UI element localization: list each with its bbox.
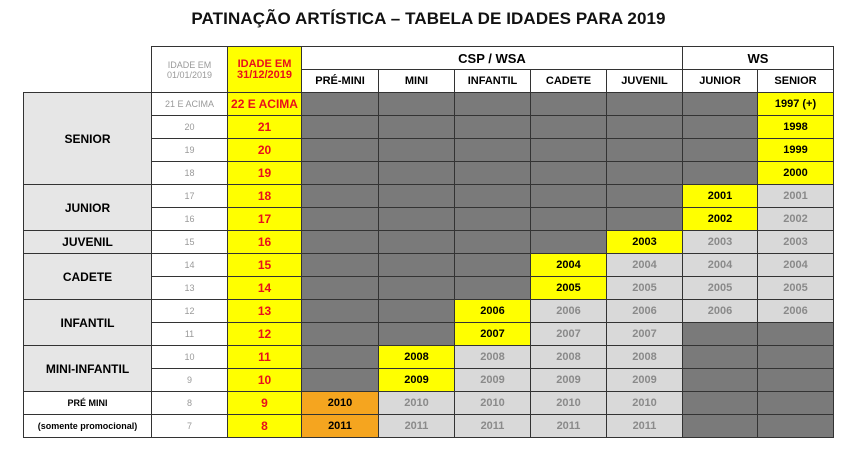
cell-year: 2009 (455, 369, 531, 392)
cell-empty (379, 93, 455, 116)
cell-year: 2007 (455, 323, 531, 346)
cell-empty (455, 139, 531, 162)
cell-empty (379, 162, 455, 185)
age-31-12: 21 (228, 116, 302, 139)
age-31-12: 14 (228, 277, 302, 300)
cell-empty (455, 208, 531, 231)
cell-empty (302, 300, 379, 323)
cell-empty (379, 277, 455, 300)
age-2019: 17 (152, 185, 228, 208)
cell-empty (302, 346, 379, 369)
header-cat-senior: SENIOR (758, 70, 834, 93)
cell-year: 2010 (607, 392, 683, 415)
cell-empty (302, 162, 379, 185)
age-2019: 12 (152, 300, 228, 323)
cell-year: 2002 (758, 208, 834, 231)
cell-empty (379, 231, 455, 254)
age-2019: 9 (152, 369, 228, 392)
cell-empty (758, 346, 834, 369)
category-pre-mini: PRÉ MINI (24, 392, 152, 415)
cell-empty (683, 116, 758, 139)
cell-year: 2008 (607, 346, 683, 369)
header-ws: WS (683, 47, 834, 70)
cell-empty (379, 185, 455, 208)
age-31-12: 8 (228, 415, 302, 438)
cell-empty (758, 369, 834, 392)
header-idade-31-12: IDADE EM 31/12/2019 (228, 47, 302, 93)
cell-empty (302, 231, 379, 254)
age-2019: 15 (152, 231, 228, 254)
page-title: PATINAÇÃO ARTÍSTICA – TABELA DE IDADES PARA 2019 (191, 9, 666, 28)
cell-empty (302, 323, 379, 346)
cell-empty (758, 392, 834, 415)
cell-year: 2005 (683, 277, 758, 300)
cell-year: 2008 (379, 346, 455, 369)
cell-year: 2006 (531, 300, 607, 323)
cell-year: 2009 (379, 369, 455, 392)
blank-corner (24, 47, 152, 93)
cell-year: 2002 (683, 208, 758, 231)
cell-year: 2011 (379, 415, 455, 438)
cell-empty (683, 392, 758, 415)
age-2019: 10 (152, 346, 228, 369)
cell-empty (455, 231, 531, 254)
cell-year: 2011 (455, 415, 531, 438)
cell-empty (302, 139, 379, 162)
cell-year: 2001 (758, 185, 834, 208)
category-pre-mini-note: (somente promocional) (24, 415, 152, 438)
cell-empty (302, 116, 379, 139)
cell-year: 2004 (683, 254, 758, 277)
cell-empty (455, 185, 531, 208)
cell-empty (455, 93, 531, 116)
cell-year: 2005 (607, 277, 683, 300)
cell-empty (683, 93, 758, 116)
category-juvenil: JUVENIL (24, 231, 152, 254)
age-31-12: 9 (228, 392, 302, 415)
cell-empty (379, 254, 455, 277)
cell-empty (379, 300, 455, 323)
cell-empty (607, 116, 683, 139)
cell-empty (683, 369, 758, 392)
cell-year: 2008 (455, 346, 531, 369)
cell-year: 2007 (607, 323, 683, 346)
cell-empty (531, 208, 607, 231)
category-cadete: CADETE (24, 254, 152, 300)
age-31-12: 17 (228, 208, 302, 231)
category-senior: SENIOR (24, 93, 152, 185)
age-31-12: 15 (228, 254, 302, 277)
cell-empty (758, 415, 834, 438)
cell-year: 2010 (302, 392, 379, 415)
age-31-12: 19 (228, 162, 302, 185)
cell-year: 2007 (531, 323, 607, 346)
cell-empty (302, 254, 379, 277)
cell-year: 2001 (683, 185, 758, 208)
age-2019: 16 (152, 208, 228, 231)
cell-empty (531, 231, 607, 254)
cell-empty (302, 277, 379, 300)
cell-empty (531, 185, 607, 208)
age-2019: 14 (152, 254, 228, 277)
age-2019: 13 (152, 277, 228, 300)
cell-empty (683, 346, 758, 369)
age-2019: 11 (152, 323, 228, 346)
age-table (23, 46, 834, 438)
age-31-12: 11 (228, 346, 302, 369)
cell-empty (455, 277, 531, 300)
cell-year: 2003 (758, 231, 834, 254)
age-2019: 7 (152, 415, 228, 438)
cell-empty (607, 93, 683, 116)
header-cat-pre-mini: PRÉ-MINI (302, 70, 379, 93)
cell-empty (302, 185, 379, 208)
cell-year: 1998 (758, 116, 834, 139)
cell-empty (455, 116, 531, 139)
header-cat-juvenil: JUVENIL (607, 70, 683, 93)
cell-empty (531, 116, 607, 139)
cell-year: 1997 (+) (758, 93, 834, 116)
cell-empty (607, 162, 683, 185)
category-infantil: INFANTIL (24, 300, 152, 346)
cell-empty (302, 369, 379, 392)
age-31-12: 10 (228, 369, 302, 392)
cell-empty (455, 254, 531, 277)
age-2019: 21 E ACIMA (152, 93, 228, 116)
cell-year: 2005 (758, 277, 834, 300)
cell-empty (607, 208, 683, 231)
cell-empty (758, 323, 834, 346)
cell-empty (379, 116, 455, 139)
cell-year: 2010 (379, 392, 455, 415)
cell-year: 2008 (531, 346, 607, 369)
age-2019: 20 (152, 116, 228, 139)
cell-year: 2009 (531, 369, 607, 392)
header-cat-cadete: CADETE (531, 70, 607, 93)
cell-empty (455, 162, 531, 185)
cell-year: 2006 (683, 300, 758, 323)
cell-empty (607, 185, 683, 208)
header-csp-wsa: CSP / WSA (302, 47, 683, 70)
cell-year: 1999 (758, 139, 834, 162)
cell-empty (379, 139, 455, 162)
cell-year: 2009 (607, 369, 683, 392)
age-31-12: 20 (228, 139, 302, 162)
age-2019: 8 (152, 392, 228, 415)
cell-empty (683, 415, 758, 438)
age-31-12: 16 (228, 231, 302, 254)
cell-year: 2005 (531, 277, 607, 300)
cell-empty (302, 93, 379, 116)
cell-year: 2011 (607, 415, 683, 438)
age-31-12: 13 (228, 300, 302, 323)
cell-empty (531, 162, 607, 185)
header-cat-mini: MINI (379, 70, 455, 93)
cell-year: 2006 (455, 300, 531, 323)
header-cat-infantil: INFANTIL (455, 70, 531, 93)
cell-empty (379, 323, 455, 346)
cell-empty (683, 139, 758, 162)
cell-year: 2004 (531, 254, 607, 277)
header-cat-junior: JUNIOR (683, 70, 758, 93)
cell-empty (531, 93, 607, 116)
cell-year: 2004 (607, 254, 683, 277)
cell-year: 2011 (302, 415, 379, 438)
cell-empty (302, 208, 379, 231)
cell-year: 2006 (607, 300, 683, 323)
category-mini-infantil: MINI-INFANTIL (24, 346, 152, 392)
age-2019: 19 (152, 139, 228, 162)
cell-year: 2010 (531, 392, 607, 415)
age-31-12: 12 (228, 323, 302, 346)
cell-year: 2006 (758, 300, 834, 323)
cell-year: 2000 (758, 162, 834, 185)
header-idade-2019: IDADE EM 01/01/2019 (152, 47, 228, 93)
cell-empty (531, 139, 607, 162)
cell-empty (683, 323, 758, 346)
cell-empty (379, 208, 455, 231)
category-junior: JUNIOR (24, 185, 152, 231)
age-31-12: 22 E ACIMA (228, 93, 302, 116)
cell-year: 2011 (531, 415, 607, 438)
cell-empty (683, 162, 758, 185)
cell-empty (607, 139, 683, 162)
cell-year: 2003 (607, 231, 683, 254)
cell-year: 2004 (758, 254, 834, 277)
age-31-12: 18 (228, 185, 302, 208)
cell-year: 2003 (683, 231, 758, 254)
age-2019: 18 (152, 162, 228, 185)
cell-year: 2010 (455, 392, 531, 415)
